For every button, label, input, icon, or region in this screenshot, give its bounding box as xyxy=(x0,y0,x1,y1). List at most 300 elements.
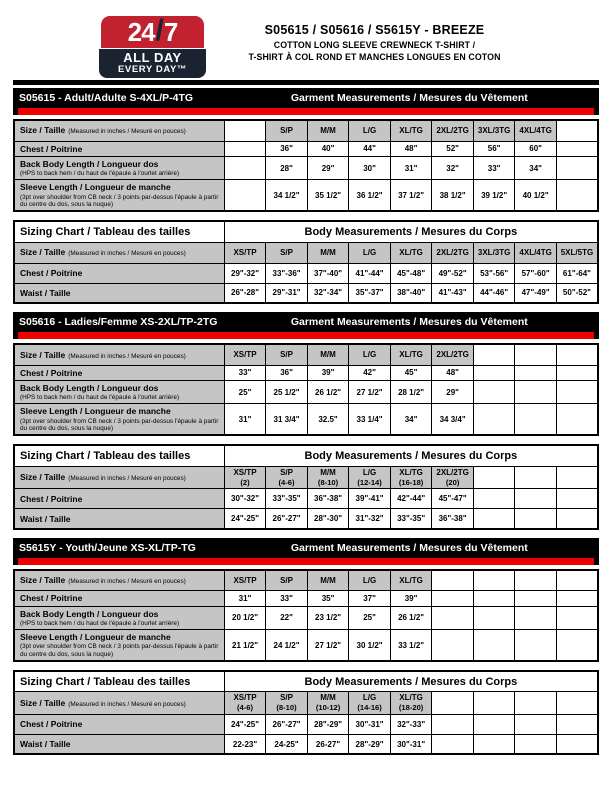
table-row xyxy=(14,570,598,591)
value-cell: 38"-40" xyxy=(390,283,432,303)
value-cell: 25" xyxy=(224,380,266,404)
value-cell: 39" xyxy=(307,365,349,380)
value-cell: 40 1/2" xyxy=(515,180,557,211)
row-label-text: Chest / Poitrine xyxy=(20,593,83,604)
empty-cell xyxy=(473,692,515,714)
table-row xyxy=(14,156,598,180)
empty-cell xyxy=(473,380,515,404)
body-measurements-label: Body Measurements / Mesures du Corps xyxy=(224,671,598,692)
value-cell: 36" xyxy=(266,141,308,156)
value-cell: 26"-27" xyxy=(266,714,308,734)
size-header-cell: S/P (4-6) xyxy=(266,466,308,488)
value-cell: 26 1/2" xyxy=(307,380,349,404)
garment-table-youth xyxy=(13,569,599,662)
value-cell: 32" xyxy=(432,156,474,180)
empty-cell xyxy=(515,365,557,380)
empty-cell xyxy=(556,404,598,435)
row-label-text: Chest / Poitrine xyxy=(20,268,83,279)
size-header-sub: (18-20) xyxy=(398,703,424,713)
value-cell: 26 1/2" xyxy=(390,606,432,630)
empty-cell xyxy=(432,606,474,630)
table-row xyxy=(14,380,598,404)
section-youth xyxy=(13,538,599,756)
value-cell: 31"-32" xyxy=(349,509,391,529)
title-block xyxy=(206,16,599,62)
empty-cell xyxy=(473,570,515,591)
table-row xyxy=(14,734,598,754)
value-cell: 24"-25" xyxy=(224,509,266,529)
empty-cell xyxy=(556,180,598,211)
size-header-cell: L/G (12-14) xyxy=(349,466,391,488)
empty-cell xyxy=(515,509,557,529)
empty-cell xyxy=(515,466,557,488)
value-cell: 26"-27" xyxy=(266,509,308,529)
section-header-text xyxy=(13,88,599,106)
empty-cell xyxy=(432,630,474,661)
value-cell: 30"-31" xyxy=(349,714,391,734)
size-row-label xyxy=(14,692,224,714)
row-label-cell xyxy=(14,509,224,529)
size-row-label-text: Size / Taille (Measured in inches / Mesuré en pouces) xyxy=(20,697,186,708)
value-cell: 31" xyxy=(390,156,432,180)
table-row xyxy=(14,509,598,529)
section-header-adult xyxy=(13,88,599,115)
value-cell: 36"-38" xyxy=(432,509,474,529)
size-header-cell: S/P (8-10) xyxy=(266,692,308,714)
row-label-text: Sleeve Length / Longueur de manche xyxy=(20,632,171,643)
row-label-text: Sleeve Length / Longueur de manche xyxy=(20,182,171,193)
value-cell: 39"-41" xyxy=(349,489,391,509)
size-header-cell: 3XL/3TG xyxy=(473,120,515,141)
value-cell: 29" xyxy=(432,380,474,404)
table-row xyxy=(14,671,598,692)
row-label-text: Back Body Length / Longueur dos xyxy=(20,608,159,619)
section-title: S05616 - Ladies/Femme XS-2XL/TP-2TG xyxy=(19,316,218,329)
size-header-cell: 2XL/2TG xyxy=(432,120,474,141)
value-cell: 35 1/2" xyxy=(307,180,349,211)
logo-all-day-text: ALL DAY xyxy=(123,50,182,65)
red-stripe xyxy=(18,332,594,339)
size-row-note: (Measured in inches / Mesuré en pouces) xyxy=(68,700,186,708)
value-cell: 33"-36" xyxy=(266,263,308,283)
empty-cell xyxy=(432,591,474,606)
size-header-cell: 2XL/2TG xyxy=(432,344,474,365)
garment-measurements-label: Garment Measurements / Mesures du Vêtement xyxy=(290,316,528,329)
value-cell: 36 1/2" xyxy=(349,180,391,211)
document-subtitle-fr: T-SHIRT À COL ROND ET MANCHES LONGUES EN COTON xyxy=(248,52,501,62)
value-cell: 28 1/2" xyxy=(390,380,432,404)
value-cell: 48" xyxy=(390,141,432,156)
logo-24-7 xyxy=(99,16,206,78)
size-header-cell: L/G xyxy=(349,120,391,141)
logo-slash: / xyxy=(155,14,163,47)
table-row xyxy=(14,283,598,303)
empty-cell xyxy=(432,692,474,714)
empty-cell xyxy=(556,570,598,591)
row-label-cell xyxy=(14,734,224,754)
empty-cell xyxy=(556,489,598,509)
size-row-label xyxy=(14,120,224,141)
value-cell: 56" xyxy=(473,141,515,156)
row-label-cell xyxy=(14,180,224,211)
sizing-chart-table-youth xyxy=(13,670,599,755)
document-subtitle-en: COTTON LONG SLEEVE CREWNECK T-SHIRT / xyxy=(273,39,476,50)
value-cell: 52" xyxy=(432,141,474,156)
size-header-sub: (10-12) xyxy=(315,703,341,713)
empty-cell xyxy=(432,734,474,754)
value-cell: 42"-44" xyxy=(390,489,432,509)
value-cell: 24-25" xyxy=(266,734,308,754)
size-row-label xyxy=(14,344,224,365)
size-header-cell: L/G xyxy=(349,344,391,365)
size-header-sub: (14-16) xyxy=(357,703,382,713)
size-header-cell: XL/TG xyxy=(390,570,432,591)
value-cell: 45" xyxy=(390,365,432,380)
value-cell: 37"-40" xyxy=(307,263,349,283)
row-label-cell xyxy=(14,156,224,180)
size-header-cell: S/P xyxy=(266,570,308,591)
empty-cell xyxy=(515,591,557,606)
document-header xyxy=(13,16,599,78)
value-cell: 27 1/2" xyxy=(307,630,349,661)
row-label-text: Chest / Poitrine xyxy=(20,143,83,154)
row-label-cell xyxy=(14,606,224,630)
value-cell: 29"-31" xyxy=(266,283,308,303)
size-row-label-text: Size / Taille (Measured in inches / Mesuré en pouces) xyxy=(20,472,186,483)
empty-cell xyxy=(556,344,598,365)
value-cell: 21 1/2" xyxy=(224,630,266,661)
value-cell: 30"-32" xyxy=(224,489,266,509)
value-cell: 36" xyxy=(266,365,308,380)
table-row xyxy=(14,466,598,488)
table-row xyxy=(14,141,598,156)
size-header-sub: (12-14) xyxy=(357,477,382,487)
sizing-chart-label: Sizing Chart / Tableau des tailles xyxy=(14,221,224,242)
size-header-cell: M/M (8-10) xyxy=(307,466,349,488)
empty-cell xyxy=(473,606,515,630)
value-cell: 28"-30" xyxy=(307,509,349,529)
size-header-sub: (8-10) xyxy=(317,477,339,487)
empty-cell xyxy=(473,591,515,606)
value-cell: 25" xyxy=(349,606,391,630)
size-header-cell: S/P xyxy=(266,120,308,141)
table-row xyxy=(14,180,598,211)
value-cell: 37 1/2" xyxy=(390,180,432,211)
empty-cell xyxy=(556,591,598,606)
size-row-note: (Measured in inches / Mesuré en pouces) xyxy=(68,128,186,136)
size-row-label-text: Size / Taille (Measured in inches / Mesuré en pouces) xyxy=(20,575,186,586)
empty-cell xyxy=(515,692,557,714)
size-header-cell: L/G xyxy=(349,242,391,263)
table-row xyxy=(14,591,598,606)
value-cell: 32.5" xyxy=(307,404,349,435)
size-header-cell: XL/TG xyxy=(390,242,432,263)
value-cell: 22" xyxy=(266,606,308,630)
size-header-cell: M/M (10-12) xyxy=(307,692,349,714)
table-row xyxy=(14,714,598,734)
size-row-note: (Measured in inches / Mesuré en pouces) xyxy=(68,352,186,360)
size-header-cell: L/G (14-16) xyxy=(349,692,391,714)
value-cell: 36"-38" xyxy=(307,489,349,509)
value-cell: 47"-49" xyxy=(515,283,557,303)
section-header-youth xyxy=(13,538,599,565)
value-cell: 39 1/2" xyxy=(473,180,515,211)
empty-cell xyxy=(224,180,266,211)
size-header-cell: 3XL/3TG xyxy=(473,242,515,263)
empty-cell xyxy=(556,630,598,661)
value-cell: 32"-34" xyxy=(307,283,349,303)
table-row xyxy=(14,606,598,630)
value-cell: 24"-25" xyxy=(224,714,266,734)
value-cell: 57"-60" xyxy=(515,263,557,283)
empty-cell xyxy=(473,404,515,435)
size-header-cell: XS/TP xyxy=(224,570,266,591)
row-label-text: Chest / Poitrine xyxy=(20,367,83,378)
empty-cell xyxy=(556,365,598,380)
table-row xyxy=(14,630,598,661)
sizing-chart-label: Sizing Chart / Tableau des tailles xyxy=(14,445,224,466)
value-cell: 31" xyxy=(224,591,266,606)
empty-cell xyxy=(224,141,266,156)
empty-cell xyxy=(473,714,515,734)
empty-cell xyxy=(224,156,266,180)
size-header-sub: (8-10) xyxy=(276,703,297,713)
section-header-text xyxy=(13,312,599,330)
empty-cell xyxy=(432,714,474,734)
value-cell: 31" xyxy=(224,404,266,435)
value-cell: 61"-64" xyxy=(556,263,598,283)
row-label-cell xyxy=(14,141,224,156)
empty-cell xyxy=(515,380,557,404)
row-label-text: Chest / Poitrine xyxy=(20,493,83,504)
empty-cell xyxy=(556,120,598,141)
size-row-label xyxy=(14,466,224,488)
size-row-note: (Measured in inches / Mesuré en pouces) xyxy=(68,475,186,483)
empty-cell xyxy=(556,156,598,180)
size-header-cell: XS/TP (4-6) xyxy=(224,692,266,714)
row-label-text: Waist / Taille xyxy=(20,513,71,524)
row-label-text: Back Body Length / Longueur dos xyxy=(20,158,159,169)
value-cell: 35"-37" xyxy=(349,283,391,303)
value-cell: 60" xyxy=(515,141,557,156)
section-title: S05615 - Adult/Adulte S-4XL/P-4TG xyxy=(19,92,194,105)
sizing-chart-table-ladies xyxy=(13,444,599,529)
size-header-cell: 4XL/4TG xyxy=(515,120,557,141)
size-row-label-text: Size / Taille (Measured in inches / Mesuré en pouces) xyxy=(20,125,186,136)
value-cell: 33 1/4" xyxy=(349,404,391,435)
row-label-cell xyxy=(14,404,224,435)
empty-cell xyxy=(556,509,598,529)
empty-cell xyxy=(224,120,266,141)
empty-cell xyxy=(473,365,515,380)
empty-cell xyxy=(556,141,598,156)
value-cell: 53"-56" xyxy=(473,263,515,283)
empty-cell xyxy=(515,344,557,365)
size-header-cell: XS/TP xyxy=(224,344,266,365)
size-row-label xyxy=(14,242,224,263)
value-cell: 49"-52" xyxy=(432,263,474,283)
section-header-text xyxy=(13,538,599,556)
table-row xyxy=(14,221,598,242)
table-row xyxy=(14,242,598,263)
size-header-sub: (4-6) xyxy=(237,703,254,713)
empty-cell xyxy=(556,714,598,734)
empty-cell xyxy=(473,344,515,365)
value-cell: 20 1/2" xyxy=(224,606,266,630)
row-label-note: (HPS to back hem / du haut de l'épaule à l'ourlet arrière) xyxy=(20,169,180,177)
sizing-chart-table-adult xyxy=(13,220,599,304)
sizing-chart-label: Sizing Chart / Tableau des tailles xyxy=(14,671,224,692)
value-cell: 33 1/2" xyxy=(390,630,432,661)
row-label-cell xyxy=(14,591,224,606)
red-stripe xyxy=(18,108,594,115)
size-header-cell: M/M xyxy=(307,570,349,591)
empty-cell xyxy=(473,489,515,509)
value-cell: 44"-46" xyxy=(473,283,515,303)
section-ladies xyxy=(13,312,599,530)
empty-cell xyxy=(515,714,557,734)
empty-cell xyxy=(515,570,557,591)
table-row xyxy=(14,263,598,283)
size-header-cell: L/G xyxy=(349,570,391,591)
row-label-cell xyxy=(14,283,224,303)
row-label-text: Waist / Taille xyxy=(20,739,71,750)
empty-cell xyxy=(473,466,515,488)
value-cell: 34 3/4" xyxy=(432,404,474,435)
value-cell: 22-23" xyxy=(224,734,266,754)
size-header-cell: XL/TG (18-20) xyxy=(390,692,432,714)
table-row xyxy=(14,120,598,141)
logo-number-7: 7 xyxy=(163,17,178,47)
row-label-note: (3pt over shoulder from CB neck / 3 points par-dessus l'épaule à partir du centre du dos, sous la nuque) xyxy=(20,417,219,432)
table-row xyxy=(14,404,598,435)
size-header-cell: 4XL/4TG xyxy=(515,242,557,263)
garment-table-adult xyxy=(13,119,599,212)
row-label-note: (3pt over shoulder from CB neck / 3 points par-dessus l'épaule à partir du centre du dos, sous la nuque) xyxy=(20,193,219,208)
section-header-ladies xyxy=(13,312,599,339)
size-header-cell: S/P xyxy=(266,344,308,365)
empty-cell xyxy=(432,570,474,591)
empty-cell xyxy=(473,509,515,529)
size-header-cell: XS/TP xyxy=(224,242,266,263)
table-row xyxy=(14,692,598,714)
garment-measurements-label: Garment Measurements / Mesures du Vêtement xyxy=(290,92,528,105)
row-label-cell xyxy=(14,263,224,283)
value-cell: 28"-29" xyxy=(307,714,349,734)
size-row-label-text: Size / Taille (Measured in inches / Mesuré en pouces) xyxy=(20,247,186,258)
value-cell: 48" xyxy=(432,365,474,380)
value-cell: 33" xyxy=(224,365,266,380)
size-header-sub: (2) xyxy=(240,477,250,487)
empty-cell xyxy=(515,606,557,630)
table-row xyxy=(14,365,598,380)
empty-cell xyxy=(556,734,598,754)
value-cell: 30 1/2" xyxy=(349,630,391,661)
value-cell: 33" xyxy=(266,591,308,606)
size-row-label xyxy=(14,570,224,591)
value-cell: 34" xyxy=(390,404,432,435)
value-cell: 29" xyxy=(307,156,349,180)
value-cell: 28"-29" xyxy=(349,734,391,754)
value-cell: 44" xyxy=(349,141,391,156)
empty-cell xyxy=(473,630,515,661)
value-cell: 33"-35" xyxy=(266,489,308,509)
size-header-cell: M/M xyxy=(307,242,349,263)
table-row xyxy=(14,344,598,365)
value-cell: 39" xyxy=(390,591,432,606)
size-header-sub: (4-6) xyxy=(278,477,295,487)
value-cell: 40" xyxy=(307,141,349,156)
section-title: S5615Y - Youth/Jeune XS-XL/TP-TG xyxy=(19,541,196,554)
size-row-note: (Measured in inches / Mesuré en pouces) xyxy=(68,578,186,586)
size-row-label-text: Size / Taille (Measured in inches / Mesuré en pouces) xyxy=(20,349,186,360)
value-cell: 34 1/2" xyxy=(266,180,308,211)
size-header-sub: (16-18) xyxy=(398,477,424,487)
value-cell: 30"-31" xyxy=(390,734,432,754)
value-cell: 50"-52" xyxy=(556,283,598,303)
value-cell: 42" xyxy=(349,365,391,380)
value-cell: 35" xyxy=(307,591,349,606)
row-label-cell xyxy=(14,380,224,404)
garment-table-ladies xyxy=(13,343,599,436)
value-cell: 24 1/2" xyxy=(266,630,308,661)
value-cell: 38 1/2" xyxy=(432,180,474,211)
size-header-cell: XL/TG xyxy=(390,344,432,365)
value-cell: 31 3/4" xyxy=(266,404,308,435)
size-header-cell: 2XL/2TG xyxy=(432,242,474,263)
size-header-cell: 2XL/2TG (20) xyxy=(432,466,474,488)
row-label-cell xyxy=(14,489,224,509)
row-label-text: Chest / Poitrine xyxy=(20,719,83,730)
row-label-text: Waist / Taille xyxy=(20,287,71,298)
size-header-cell: XL/TG xyxy=(390,120,432,141)
garment-measurements-label: Garment Measurements / Mesures du Vêtement xyxy=(290,541,528,554)
logo-every-day-text: EVERY DAY™ xyxy=(117,63,187,75)
size-header-cell: XS/TP (2) xyxy=(224,466,266,488)
empty-cell xyxy=(515,630,557,661)
section-adult xyxy=(13,88,599,304)
empty-cell xyxy=(515,404,557,435)
empty-cell xyxy=(556,380,598,404)
row-label-cell xyxy=(14,630,224,661)
body-measurements-label: Body Measurements / Mesures du Corps xyxy=(224,221,598,242)
value-cell: 29"-32" xyxy=(224,263,266,283)
value-cell: 41"-44" xyxy=(349,263,391,283)
size-header-cell: S/P xyxy=(266,242,308,263)
red-stripe xyxy=(18,558,594,565)
row-label-cell xyxy=(14,714,224,734)
empty-cell xyxy=(473,734,515,754)
size-header-cell: 5XL/5TG xyxy=(556,242,598,263)
value-cell: 45"-48" xyxy=(390,263,432,283)
size-header-cell: XL/TG (16-18) xyxy=(390,466,432,488)
row-label-note: (HPS to back hem / du haut de l'épaule à l'ourlet arrière) xyxy=(20,619,180,627)
size-header-cell: M/M xyxy=(307,120,349,141)
value-cell: 37" xyxy=(349,591,391,606)
row-label-text: Sleeve Length / Longueur de manche xyxy=(20,406,171,417)
value-cell: 26"-28" xyxy=(224,283,266,303)
table-row xyxy=(14,445,598,466)
value-cell: 34" xyxy=(515,156,557,180)
empty-cell xyxy=(556,606,598,630)
size-header-cell: M/M xyxy=(307,344,349,365)
value-cell: 25 1/2" xyxy=(266,380,308,404)
value-cell: 27 1/2" xyxy=(349,380,391,404)
row-label-cell xyxy=(14,365,224,380)
row-label-text: Back Body Length / Longueur dos xyxy=(20,382,159,393)
value-cell: 28" xyxy=(266,156,308,180)
logo-24-7-bottom xyxy=(99,49,206,78)
